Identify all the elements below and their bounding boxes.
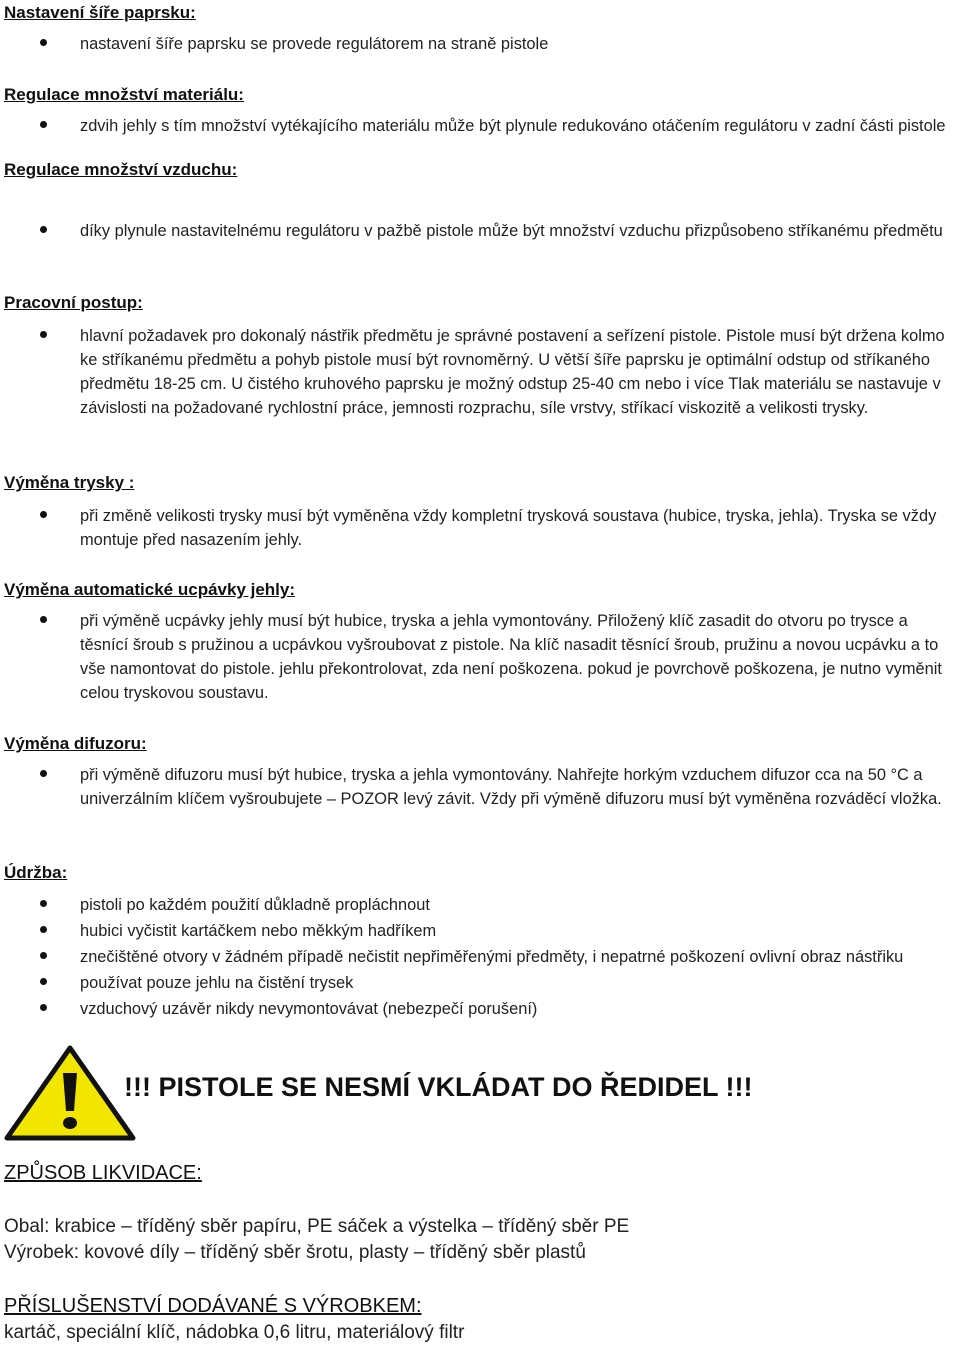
list-item: při výměně difuzoru musí být hubice, tryska a jehla vymontovány. Nahřejte horkým vzduchem difuzor cca na 50 °C a univerzálním klíčem vyšroubujete – POZOR levý závit. Vždy při výměně difuzoru musí být vyměněna rozváděcí vložka. xyxy=(0,763,960,811)
bullet-icon xyxy=(40,926,47,933)
accessories-text: kartáč, speciální klíč, nádobka 0,6 litru, materiálový filtr xyxy=(4,1322,465,1343)
list-item: pistoli po každém použití důkladně propláchnout xyxy=(0,893,960,917)
section-heading-maintenance: Údržba: xyxy=(4,863,68,882)
bullet-list-maintenance xyxy=(0,893,960,1021)
bullet-icon xyxy=(40,1004,47,1011)
accessories-heading: PŘÍSLUŠENSTVÍ DODÁVANÉ S VÝROBKEM: xyxy=(4,1295,422,1317)
list-item: znečištěné otvory v žádném případě nečistit nepřiměřenými předměty, i nepatrné poškození ovlivní obraz nástřiku xyxy=(0,945,960,969)
section-heading-nozzle-replacement: Výměna trysky : xyxy=(4,473,135,492)
disposal-line-packaging: Obal: krabice – tříděný sběr papíru, PE sáček a výstelka – tříděný sběr PE xyxy=(4,1216,630,1237)
bullet-icon xyxy=(40,978,47,985)
list-item: při změně velikosti trysky musí být vyměněna vždy kompletní trysková soustava (hubice, tryska, jehla). Tryska se vždy montuje před nasazením jehly. xyxy=(0,504,960,552)
bullet-list-material-regulation xyxy=(0,114,960,138)
list-item: zdvih jehly s tím množství vytékajícího materiálu může být plynule redukováno otáčením regulátoru v zadní části pistole xyxy=(0,114,960,138)
list-item: vzduchový uzávěr nikdy nevymontovávat (nebezpečí porušení) xyxy=(0,997,960,1021)
bullet-icon xyxy=(40,616,47,623)
list-item: nastavení šíře paprsku se provede regulátorem na straně pistole xyxy=(0,32,960,56)
section-heading-material-regulation: Regulace množství materiálu: xyxy=(4,85,244,104)
disposal-line-product: Výrobek: kovové díly – tříděný sběr šrotu, plasty – tříděný sběr plastů xyxy=(4,1242,586,1263)
bullet-icon xyxy=(40,331,47,338)
bullet-list-air-regulation xyxy=(0,219,960,243)
disposal-heading: ZPŮSOB LIKVIDACE: xyxy=(4,1162,202,1184)
bullet-icon xyxy=(40,121,47,128)
section-heading-work-procedure: Pracovní postup: xyxy=(4,293,143,312)
bullet-list-diffuser-replacement xyxy=(0,763,960,811)
bullet-list-work-procedure xyxy=(0,324,960,420)
list-item: při výměně ucpávky jehly musí být hubice, tryska a jehla vymontovány. Přiložený klíč zasadit do otvoru po trysce a těsnící šroub s pružinou a ucpávkou vyšroubovat z pistole. Na klíč nasadit těsnící šroub, pružinu a novou ucpávku a to vše namontovat do pistole. jehlu překontrolovat, zda není poškozena. pokud je povrchově poškozena, je nutno vyměnit celou tryskovou soustavu. xyxy=(0,609,960,705)
list-item: hlavní požadavek pro dokonalý nástřik předmětu je správné postavení a seřízení pistole. Pistole musí být držena kolmo ke stříkanému předmětu a pohyb pistole musí být rovnoměrný. U větší šíře paprsku je optimální odstup od stříkaného předmětu 18-25 cm. U čistého kruhového paprsku je možný odstup 25-40 cm nebo i více Tlak materiálu se nastavuje v závislosti na požadované rychlostní práce, jemnosti rozprachu, síle vrstvy, stříkací viskozitě a velikosti trysky. xyxy=(0,324,960,420)
list-item: používat pouze jehlu na čistění trysek xyxy=(0,971,960,995)
list-item: díky plynule nastavitelnému regulátoru v pažbě pistole může být množství vzduchu přizpůsobeno stříkanému předmětu xyxy=(0,219,960,243)
bullet-icon xyxy=(40,952,47,959)
bullet-icon xyxy=(40,511,47,518)
bullet-list-spray-width xyxy=(0,32,960,56)
list-item: hubici vyčistit kartáčkem nebo měkkým hadříkem xyxy=(0,919,960,943)
bullet-icon xyxy=(40,900,47,907)
section-heading-diffuser-replacement: Výměna difuzoru: xyxy=(4,734,147,753)
bullet-list-needle-seal-replacement xyxy=(0,609,960,705)
section-heading-spray-width: Nastavení šíře paprsku: xyxy=(4,3,196,22)
warning-text: !!! PISTOLE SE NESMÍ VKLÁDAT DO ŘEDIDEL !!! xyxy=(124,1072,753,1102)
bullet-icon xyxy=(40,226,47,233)
warning-exclamation-icon xyxy=(4,1045,136,1141)
section-heading-air-regulation: Regulace množství vzduchu: xyxy=(4,160,238,179)
bullet-icon xyxy=(40,770,47,777)
bullet-list-nozzle-replacement xyxy=(0,504,960,552)
section-heading-needle-seal-replacement: Výměna automatické ucpávky jehly: xyxy=(4,580,296,599)
bullet-icon xyxy=(40,39,47,46)
